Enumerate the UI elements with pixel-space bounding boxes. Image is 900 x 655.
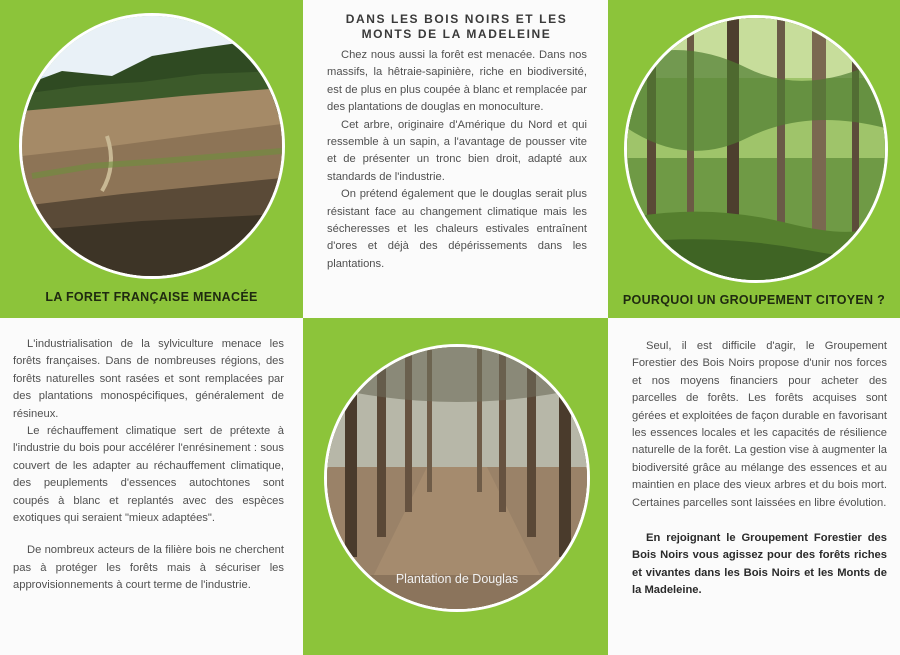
paragraph: Chez nous aussi la forêt est menacée. Dans nos massifs, la hêtraie-sapinière, riche en biodiversité, est de plus en plus coupée à blanc et remplacée par des plantations de douglas en monoculture. — [327, 49, 587, 114]
mixed-forest-photo-icon — [627, 18, 885, 280]
threatened-forest-caption: LA FORET FRANÇAISE MENACÉE — [45, 290, 258, 304]
douglas-plantation-caption: Plantation de Douglas — [395, 572, 519, 586]
call-to-action-paragraph: En rejoignant le Groupement Forestier des Bois Noirs vous agissez pour des forêts riches et vivantes dans les Bois Noirs et les Monts de la Madeleine. — [632, 532, 887, 597]
industrialisation-body — [13, 336, 284, 595]
clearcut-hillside-photo-icon — [22, 16, 282, 276]
bois-noirs-body — [327, 47, 587, 273]
paragraph: On prétend également que le douglas serait plus résistant face au changement climatique mais les sécheresses et les chaleurs estivales entraînent d'ores et déjà des dépérissements dans les plantations. — [327, 188, 587, 270]
paragraph: Cet arbre, originaire d'Amérique du Nord et qui ressemble à un sapin, a l'avantage de pousser vite et de présenter un tronc bien droit, adapté aux standards de l'industrie. — [327, 118, 587, 183]
citizen-group-caption: POURQUOI UN GROUPEMENT CITOYEN ? — [622, 293, 886, 307]
joining-body — [632, 338, 887, 600]
paragraph: L'industrialisation de la sylviculture menace les forêts françaises. Dans de nombreuses régions, des forêts naturelles sont rasées et sont remplacées par des plantations monospécifiques, généralement de résineux. — [13, 338, 284, 420]
page-title — [318, 12, 595, 42]
paragraph: Seul, il est difficile d'agir, le Groupement Forestier des Bois Noirs propose d'unir nos forces et nos moyens financiers pour acheter des parcelles de forêts. Les forêts acquises sont gérées et exploitées de façon durable en favorisant les essences locales et les capacités de résilience naturelle de la forêt. La gestion vise à augmenter la biodiversité grâce au mélange des essences et au maintien en place des vieux arbres et du bois mort. Certaines parcelles sont laissées en libre évolution. — [632, 340, 887, 509]
paragraph: Le réchauffement climatique sert de prétexte à l'industrie du bois pour accélérer l'enrésinement : sous couvert de les adapter au réchauffement climatique, des peuplements d'essences autochtones sont coupés à blanc et replantés avec des espèces exotiques qui seraient "mieux adaptées". — [13, 425, 284, 525]
douglas-plantation-photo-icon — [327, 347, 587, 609]
title-line-1: DANS LES BOIS NOIRS ET LES — [345, 12, 568, 26]
paragraph: De nombreux acteurs de la filière bois ne cherchent pas à protéger les forêts mais à sécuriser les approvisionnements à court terme de l'industrie. — [13, 544, 284, 592]
title-line-2: MONTS DE LA MADELEINE — [361, 27, 552, 41]
